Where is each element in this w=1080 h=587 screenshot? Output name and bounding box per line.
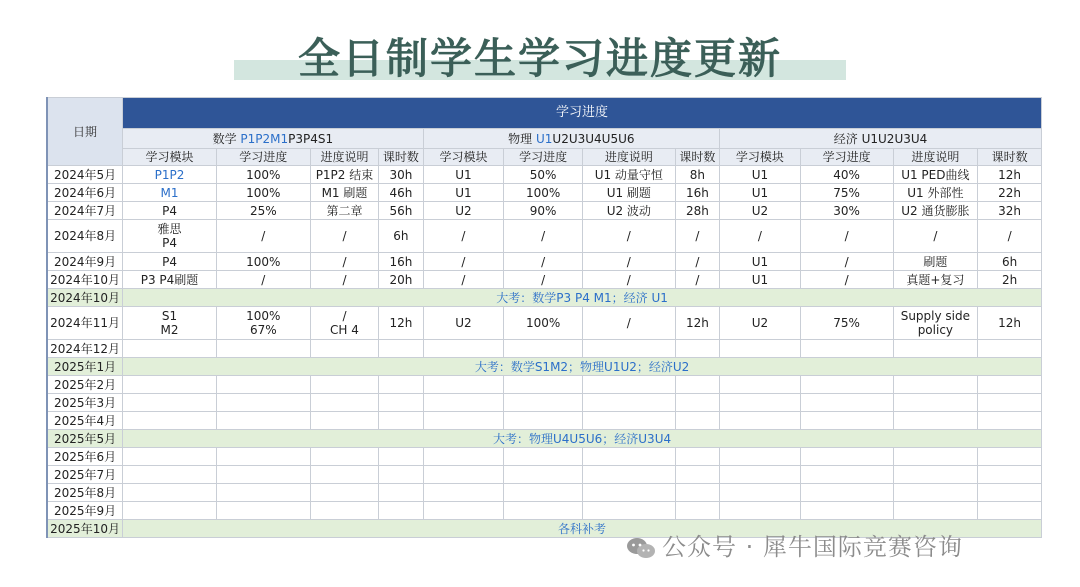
watermark [626,527,963,562]
table-cell [800,340,893,358]
table-cell [310,376,379,394]
table-row [47,166,1042,184]
table-cell: 28h [675,202,719,220]
table-cell [978,502,1042,520]
table-cell [310,412,379,430]
table-cell [800,412,893,430]
table-cell: 20h [379,271,423,289]
table-cell: 100% [216,253,310,271]
table-cell: 第二章 [310,202,379,220]
table-cell [123,376,217,394]
table-cell: U2 通货膨胀 [893,202,978,220]
date-cell: 2024年5月 [47,166,123,184]
table-cell: 12h [978,166,1042,184]
table-cell: 16h [379,253,423,271]
wechat-icon [626,537,656,559]
table-cell [675,376,719,394]
table-cell [379,340,423,358]
table-cell: U1 [423,184,504,202]
table-cell [720,340,801,358]
table-cell [423,502,504,520]
table-cell: 100% 67% [216,307,310,340]
table-cell: / [216,271,310,289]
column-header: 学习进度 [800,149,893,166]
table-cell: 100% [216,184,310,202]
table-cell [582,394,675,412]
table-cell: / [504,253,583,271]
table-cell: 46h [379,184,423,202]
table-cell: / [310,220,379,253]
table-cell [675,502,719,520]
table-cell: / [978,220,1042,253]
table-cell: 12h [675,307,719,340]
table-cell: P4 [123,202,217,220]
table-cell [123,502,217,520]
table-cell [123,448,217,466]
table-cell: / [893,220,978,253]
table-cell: 刷题 [893,253,978,271]
table-cell: 22h [978,184,1042,202]
table-cell [675,466,719,484]
table-cell: U2 波动 [582,202,675,220]
table-cell: Supply side policy [893,307,978,340]
table-cell [423,412,504,430]
table-cell [675,484,719,502]
table-cell: 16h [675,184,719,202]
table-cell [123,484,217,502]
table-cell [123,340,217,358]
table-row [47,484,1042,502]
table-cell [379,448,423,466]
table-cell [978,412,1042,430]
table-cell: / [582,220,675,253]
table-row [47,271,1042,289]
table-cell [504,502,583,520]
table-cell: S1 M2 [123,307,217,340]
table-cell [800,502,893,520]
column-header: 学习模块 [423,149,504,166]
date-cell: 2025年4月 [47,412,123,430]
table-cell [504,484,583,502]
table-cell: P1P2 结束 [310,166,379,184]
exam-note: 大考：数学S1M2；物理U1U2；经济U2 [123,358,1042,376]
table-cell: 32h [978,202,1042,220]
table-cell [582,340,675,358]
table-cell: / [800,220,893,253]
column-header: 课时数 [978,149,1042,166]
table-cell [423,340,504,358]
table-cell [379,376,423,394]
table-cell [504,466,583,484]
table-cell [978,394,1042,412]
table-cell [379,466,423,484]
table-cell [216,502,310,520]
table-row [47,340,1042,358]
table-row [47,376,1042,394]
subject-highlight: U1 [535,131,553,146]
exam-row [47,289,1042,307]
table-cell: / [800,253,893,271]
table-cell [800,376,893,394]
date-cell: 2025年5月 [47,430,123,448]
column-header: 进度说明 [310,149,379,166]
table-cell [675,340,719,358]
table-cell [504,412,583,430]
table-cell: U1 [720,253,801,271]
table-cell [423,394,504,412]
table-cell [379,394,423,412]
table-cell: 12h [379,307,423,340]
table-cell: / [504,271,583,289]
table-cell: 8h [675,166,719,184]
table-cell [800,484,893,502]
table-row [47,394,1042,412]
table-cell: U1 [423,166,504,184]
subject-header: 经济 U1U2U3U4 [720,129,1042,149]
table-cell [800,394,893,412]
table-cell: / [800,271,893,289]
table-cell [800,448,893,466]
exam-note: 大考：物理U4U5U6；经济U3U4 [123,430,1042,448]
date-cell: 2025年3月 [47,394,123,412]
column-header: 学习进度 [504,149,583,166]
table-cell [893,466,978,484]
date-cell: 2025年10月 [47,520,123,538]
table-cell: P3 P4刷题 [123,271,217,289]
table-cell: 75% [800,307,893,340]
table-row [47,253,1042,271]
table-cell: U2 [720,307,801,340]
date-cell: 2024年12月 [47,340,123,358]
table-cell [893,340,978,358]
table-cell: 90% [504,202,583,220]
table-cell [216,394,310,412]
table-cell: 30h [379,166,423,184]
date-cell: 2025年7月 [47,466,123,484]
table-cell [423,484,504,502]
table-cell [216,412,310,430]
column-header: 课时数 [379,149,423,166]
table-cell: / [216,220,310,253]
table-cell [582,412,675,430]
table-cell [123,466,217,484]
subject-highlight: P1P2M1 [240,131,289,146]
table-cell: 25% [216,202,310,220]
table-cell: 40% [800,166,893,184]
table-cell [893,502,978,520]
table-cell [582,466,675,484]
table-row [47,184,1042,202]
date-cell: 2024年10月 [47,289,123,307]
table-row [47,502,1042,520]
table-cell [379,412,423,430]
table-cell [720,448,801,466]
progress-header: 学习进度 [123,98,1042,129]
table-cell: 2h [978,271,1042,289]
table-cell: / [423,253,504,271]
table-cell [675,412,719,430]
table-cell: 30% [800,202,893,220]
table-cell [582,502,675,520]
table-cell: / [582,271,675,289]
table-cell: 雅思 P4 [123,220,217,253]
table-cell: / [423,220,504,253]
table-cell [893,448,978,466]
column-header: 学习模块 [720,149,801,166]
table-cell [720,376,801,394]
table-cell: U1 [720,166,801,184]
table-cell: U2 [423,307,504,340]
table-cell: U2 [720,202,801,220]
table-cell: 56h [379,202,423,220]
table-cell [582,448,675,466]
table-cell: / [582,307,675,340]
table-cell: 100% [504,184,583,202]
table-cell: / [582,253,675,271]
table-cell: / CH 4 [310,307,379,340]
table-cell [504,394,583,412]
table-cell [893,376,978,394]
table-cell: 50% [504,166,583,184]
table-cell [720,484,801,502]
table-cell: U1 [720,271,801,289]
table-cell [893,484,978,502]
table-cell [504,340,583,358]
page-title: 全日制学生学习进度更新 [297,34,782,83]
table-cell: / [675,253,719,271]
table-cell [379,502,423,520]
table-cell [978,376,1042,394]
table-cell: / [675,220,719,253]
watermark-text: 公众号 · 犀牛国际竞赛咨询 [662,533,963,561]
table-cell [720,502,801,520]
table-cell [310,340,379,358]
table-cell: 75% [800,184,893,202]
table-cell: / [310,271,379,289]
date-cell: 2025年2月 [47,376,123,394]
date-cell: 2024年11月 [47,307,123,340]
table-cell: P4 [123,253,217,271]
table-cell: P1P2 [123,166,217,184]
column-header: 课时数 [675,149,719,166]
table-cell [123,394,217,412]
table-cell [504,448,583,466]
table-cell [310,484,379,502]
table-cell [720,412,801,430]
table-cell: 100% [216,166,310,184]
table-cell [423,448,504,466]
table-cell [216,484,310,502]
table-cell [893,394,978,412]
date-cell: 2025年6月 [47,448,123,466]
date-cell: 2024年10月 [47,271,123,289]
table-cell [720,466,801,484]
table-cell: 12h [978,307,1042,340]
table-row [47,202,1042,220]
table-cell: 6h [978,253,1042,271]
table-cell [978,340,1042,358]
table-cell [216,448,310,466]
table-cell: M1 刷题 [310,184,379,202]
table-cell [582,484,675,502]
table-cell: U1 [720,184,801,202]
subject-header: 数学 P1P2M1P3P4S1 [123,129,423,149]
table-cell: U1 外部性 [893,184,978,202]
table-cell [675,394,719,412]
table-cell [978,448,1042,466]
table-cell: U1 刷题 [582,184,675,202]
table-cell [310,502,379,520]
table-cell [216,466,310,484]
exam-row [47,430,1042,448]
table-cell: / [423,271,504,289]
column-header: 进度说明 [582,149,675,166]
table-cell: 100% [504,307,583,340]
table-cell [893,412,978,430]
column-header: 学习模块 [123,149,217,166]
column-header: 进度说明 [893,149,978,166]
table-cell: U1 PED曲线 [893,166,978,184]
table-cell: 真题+复习 [893,271,978,289]
table-row [47,220,1042,253]
table-cell [216,340,310,358]
table-cell: / [720,220,801,253]
title-area [234,22,846,82]
table-cell [310,466,379,484]
table-cell [216,376,310,394]
date-cell: 2024年7月 [47,202,123,220]
table-row [47,307,1042,340]
table-cell [978,484,1042,502]
date-cell: 2025年1月 [47,358,123,376]
table-cell [310,448,379,466]
table-cell: / [310,253,379,271]
table-cell [423,376,504,394]
table-cell [800,466,893,484]
date-cell: 2024年6月 [47,184,123,202]
exam-row [47,358,1042,376]
date-cell: 2025年8月 [47,484,123,502]
table-cell: U1 动量守恒 [582,166,675,184]
column-header: 学习进度 [216,149,310,166]
table-cell: / [504,220,583,253]
date-cell: 2024年9月 [47,253,123,271]
date-header: 日期 [47,98,123,166]
table-cell [978,466,1042,484]
table-cell [582,376,675,394]
table-cell: 6h [379,220,423,253]
table-cell [310,394,379,412]
date-cell: 2025年9月 [47,502,123,520]
date-cell: 2024年8月 [47,220,123,253]
table-cell [720,394,801,412]
exam-note: 各科补考 [123,520,1042,538]
table-cell [123,412,217,430]
progress-table [46,97,1042,538]
table-row [47,412,1042,430]
exam-note: 大考：数学P3 P4 M1；经济 U1 [123,289,1042,307]
table-cell [423,466,504,484]
table-cell [379,484,423,502]
table-row [47,448,1042,466]
table-row [47,466,1042,484]
table-cell: M1 [123,184,217,202]
subject-header: 物理 U1U2U3U4U5U6 [423,129,719,149]
table-cell: U2 [423,202,504,220]
table-cell [675,448,719,466]
table-cell: / [675,271,719,289]
table-cell [504,376,583,394]
